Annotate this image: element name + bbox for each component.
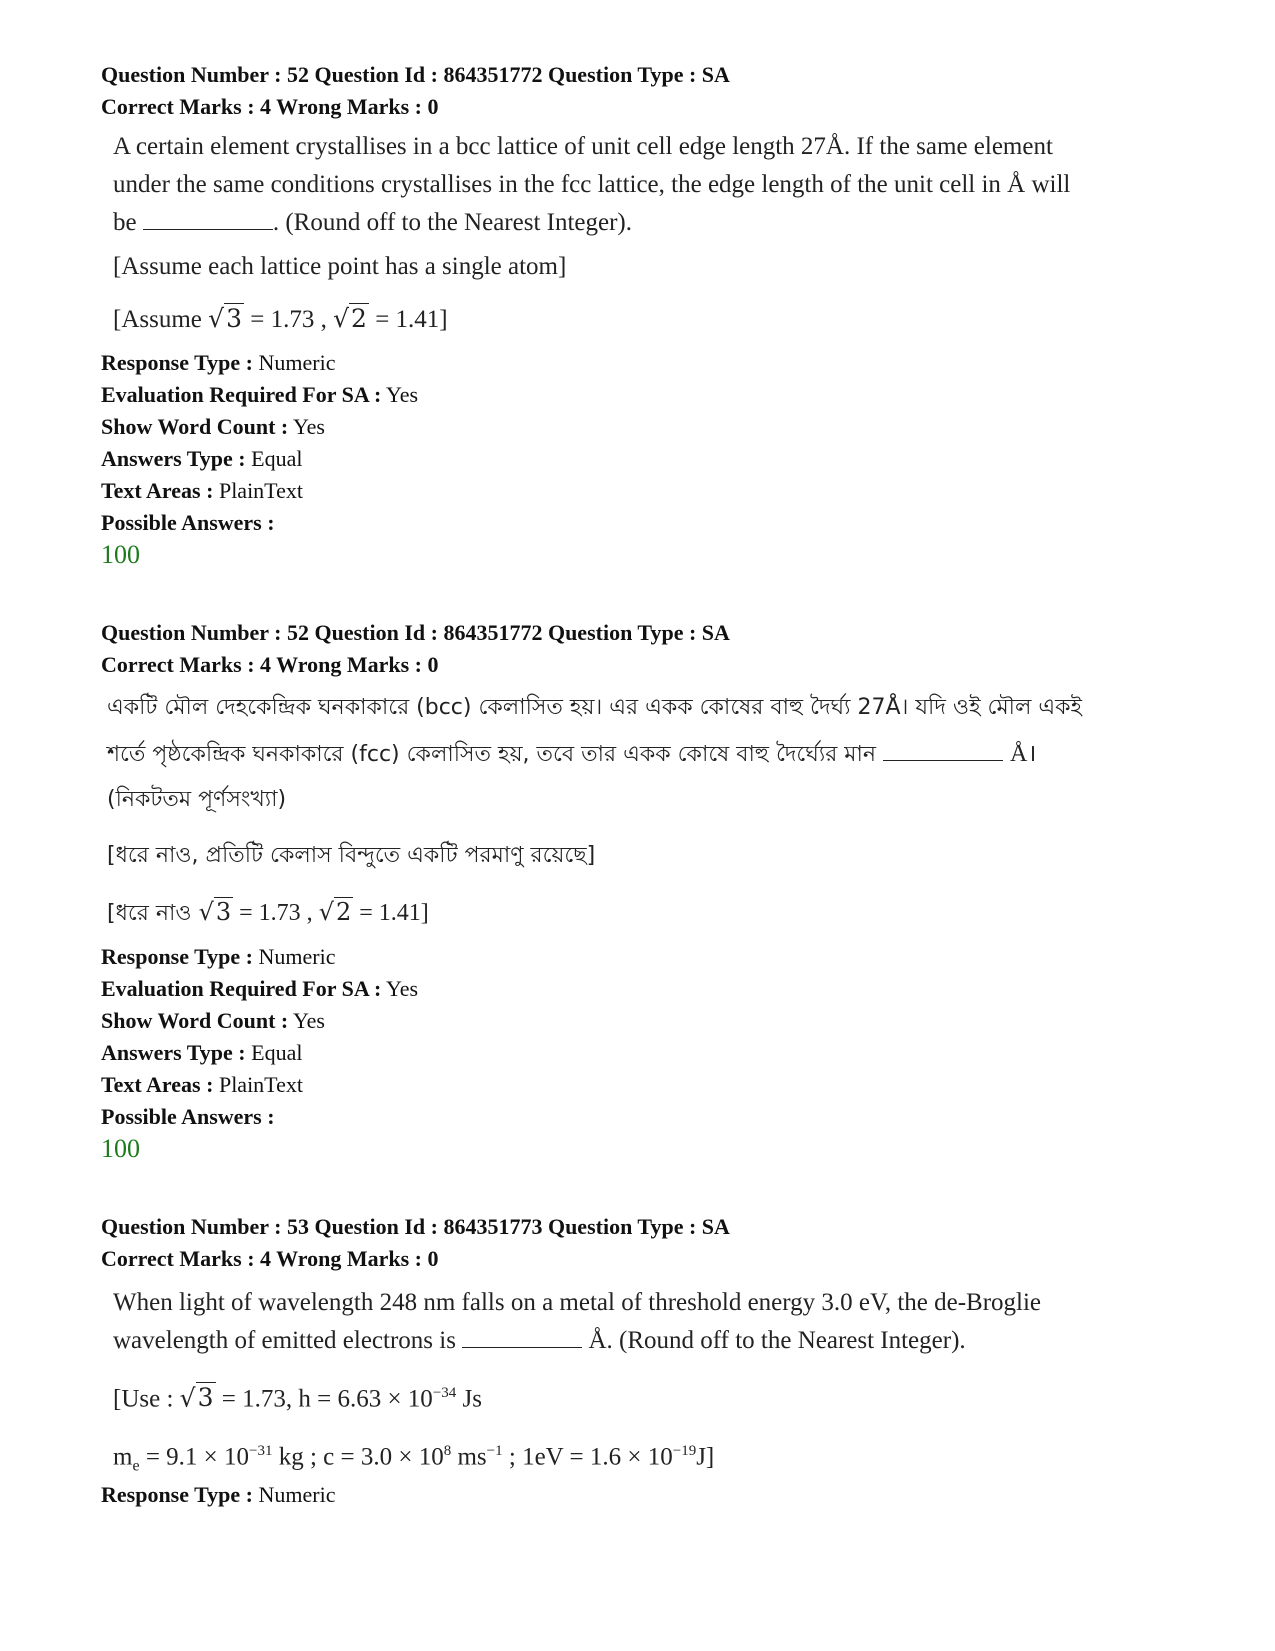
- question-header-1: [101, 59, 730, 123]
- sqrt2-value: = 1.41]: [359, 900, 429, 926]
- value: Yes: [292, 414, 325, 439]
- marks-info: Correct Marks : 4 Wrong Marks : 0: [101, 1246, 439, 1271]
- label: Response Type :: [101, 944, 253, 969]
- text-areas-row: [101, 475, 418, 507]
- label: Response Type :: [101, 350, 253, 375]
- sqrt2-value: = 1.41]: [375, 306, 448, 333]
- exponent: −31: [249, 1443, 273, 1460]
- answers-type-row: [101, 1037, 418, 1069]
- question-line: (নিকটতম পূর্ণসংখ্যা): [107, 787, 287, 812]
- question-line: একটি মৌল দেহকেন্দ্রিক ঘনকাকারে (bcc) কেলাসিত হয়। এর একক কোষের বাহু দৈর্ঘ্য 27Å। যদি ওই মৌল একই: [107, 695, 1082, 720]
- label: Answers Type :: [101, 1040, 246, 1065]
- exponent: −1: [486, 1443, 503, 1460]
- sqrt2-symbol: √2: [333, 304, 367, 333]
- label: Evaluation Required For SA :: [101, 382, 382, 407]
- question-line: [113, 204, 1173, 242]
- question-line: [113, 1322, 1173, 1360]
- response-type-row: [101, 941, 418, 973]
- question-text-bengali: [107, 690, 1177, 933]
- possible-answers-row: [101, 507, 418, 539]
- assume-label: [Assume: [113, 306, 202, 333]
- constants-line-2: [113, 1432, 1173, 1485]
- label: Response Type :: [101, 1482, 253, 1507]
- electron-mass-symbol: m: [113, 1443, 133, 1471]
- question-text: Å. (Round off to the Nearest Integer).: [588, 1327, 966, 1354]
- unit: Js: [462, 1385, 482, 1413]
- value: Numeric: [258, 350, 336, 375]
- answer-blank: [143, 211, 273, 230]
- exponent: −19: [672, 1443, 697, 1460]
- value: Numeric: [258, 944, 336, 969]
- constants-line-1: [113, 1374, 1173, 1418]
- evaluation-row: [101, 973, 418, 1005]
- question-info: Question Number : 53 Question Id : 864351773 Question Type : SA: [101, 1214, 730, 1239]
- electron-volt-value: ; 1eV = 1.6 × 10: [508, 1443, 673, 1471]
- value: Yes: [292, 1008, 325, 1033]
- question-line: When light of wavelength 248 nm falls on a metal of threshold energy 3.0 eV, the de-Broglie: [113, 1289, 1042, 1316]
- word-count-row: [101, 1005, 418, 1037]
- value: Equal: [251, 446, 303, 471]
- label: Evaluation Required For SA :: [101, 976, 382, 1001]
- possible-answer-value: 100: [101, 540, 140, 569]
- response-type-row: [101, 347, 418, 379]
- word-count-row: [101, 411, 418, 443]
- assumption-line: [113, 300, 1173, 339]
- label: Show Word Count :: [101, 1008, 289, 1033]
- answer-blank: [883, 744, 1003, 761]
- question-text: wavelength of emitted electrons is: [113, 1327, 456, 1354]
- use-label: [Use :: [113, 1385, 174, 1413]
- marks-info: Correct Marks : 4 Wrong Marks : 0: [101, 652, 439, 677]
- sqrt3-symbol: √3: [198, 898, 232, 926]
- light-speed-value: kg ; c = 3.0 × 10: [278, 1443, 444, 1471]
- label: Possible Answers :: [101, 1104, 275, 1129]
- possible-answer-value: 100: [101, 1134, 140, 1163]
- value: Yes: [386, 382, 419, 407]
- unit: ms: [457, 1443, 487, 1471]
- exponent: −34: [432, 1385, 457, 1401]
- question-text-english-2: [113, 1284, 1173, 1486]
- assume-label: [ধরে নাও: [107, 901, 192, 926]
- question-line: [107, 736, 1177, 782]
- text-areas-row: [101, 1069, 418, 1101]
- response-meta-3: [101, 1479, 335, 1511]
- value: PlainText: [218, 478, 303, 503]
- label: Text Areas :: [101, 478, 214, 503]
- planck-constant: = 1.73, h = 6.63 × 10: [221, 1385, 433, 1413]
- sqrt3-value: = 1.73 ,: [239, 900, 313, 926]
- question-line: A certain element crystallises in a bcc lattice of unit cell edge length 27Å. If the same element: [113, 133, 1053, 160]
- response-meta-1: [101, 347, 418, 539]
- label: Answers Type :: [101, 446, 246, 471]
- sqrt3-symbol: √3: [208, 304, 242, 333]
- question-info: Question Number : 52 Question Id : 864351772 Question Type : SA: [101, 620, 730, 645]
- sqrt3-symbol: √3: [179, 1383, 214, 1413]
- evaluation-row: [101, 379, 418, 411]
- label: Show Word Count :: [101, 414, 289, 439]
- electron-mass-value: = 9.1 × 10: [145, 1443, 250, 1471]
- question-header-3: [101, 1211, 730, 1275]
- question-text: শর্তে পৃষ্ঠকেন্দ্রিক ঘনকাকারে (fcc) কেলাসিত হয়, তবে তার একক কোষে বাহু দৈর্ঘ্যের মান: [107, 742, 877, 767]
- response-type-row: [101, 1479, 335, 1511]
- value: Numeric: [258, 1482, 336, 1507]
- question-text-english: [113, 128, 1173, 339]
- question-text: Å।: [1010, 741, 1037, 767]
- value: PlainText: [218, 1072, 303, 1097]
- answer-blank: [462, 1329, 582, 1348]
- label: Possible Answers :: [101, 510, 275, 535]
- response-meta-2: [101, 941, 418, 1133]
- unit: J]: [696, 1443, 715, 1471]
- answers-type-row: [101, 443, 418, 475]
- exponent: 8: [443, 1443, 452, 1460]
- question-line: [Assume each lattice point has a single atom]: [113, 253, 567, 280]
- subscript: e: [132, 1457, 140, 1475]
- label: Text Areas :: [101, 1072, 214, 1097]
- question-header-2: [101, 617, 730, 681]
- value: Yes: [386, 976, 419, 1001]
- value: Equal: [251, 1040, 303, 1065]
- question-info: Question Number : 52 Question Id : 864351772 Question Type : SA: [101, 62, 730, 87]
- question-text: . (Round off to the Nearest Integer).: [272, 209, 633, 236]
- marks-info: Correct Marks : 4 Wrong Marks : 0: [101, 94, 439, 119]
- possible-answers-row: [101, 1101, 418, 1133]
- sqrt3-value: = 1.73 ,: [250, 306, 327, 333]
- question-line: under the same conditions crystallises in the fcc lattice, the edge length of the unit cell in Å will: [113, 171, 1071, 198]
- question-line: [ধরে নাও, প্রতিটি কেলাস বিন্দুতে একটি পরমাণু রয়েছে]: [107, 843, 596, 868]
- question-text: be: [113, 209, 137, 236]
- sqrt2-symbol: √2: [318, 898, 352, 926]
- assumption-line: [107, 896, 1177, 933]
